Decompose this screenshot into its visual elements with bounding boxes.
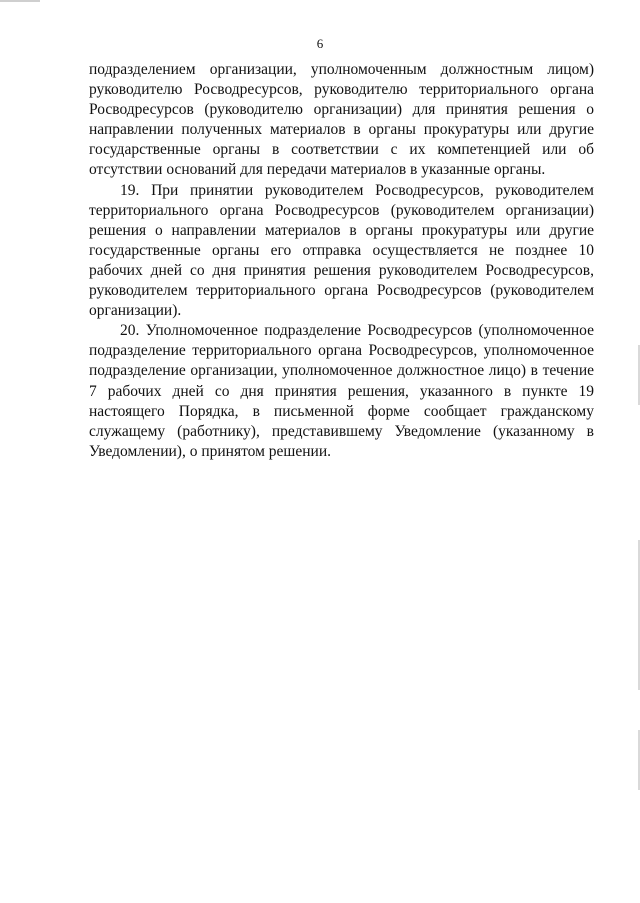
paragraph-continuation: подразделением организации, уполномоченным должностным лицом) руководителю Росводресурсов, руководителю территориального органа Росводресурсов (руководителю организации) для принятия решения о направлении полученных материалов в органы прокуратуры или другие государственные органы в соответствии с их компетенцией или об отсутствии оснований для передачи материалов в указанные органы.	[89, 61, 594, 179]
document-body	[89, 60, 594, 462]
page-number: 6	[316, 36, 324, 51]
paragraph-19: 19. При принятии руководителем Росводресурсов, руководителем территориального органа Росводресурсов (руководителем организации) решения о направлении материалов в органы прокуратуры или другие государственные органы его отправка осуществляется не позднее 10 рабочих дней со дня принятия решения руководителем Росводресурсов, руководителем территориального органа Росводресурсов (руководителем организации).	[89, 181, 594, 320]
paragraph-20: 20. Уполномоченное подразделение Росводресурсов (уполномоченное подразделение территориального органа Росводресурсов, уполномоченное подразделение организации, уполномоченное должностное лицо) в течение 7 рабочих дней со дня принятия решения, указанного в пункте 19 настоящего Порядка, в письменной форме сообщает гражданскому служащему (работнику), представившему Уведомление (указанному в Уведомлении), о принятом решении.	[89, 322, 594, 460]
scan-corner-mark	[0, 0, 40, 2]
